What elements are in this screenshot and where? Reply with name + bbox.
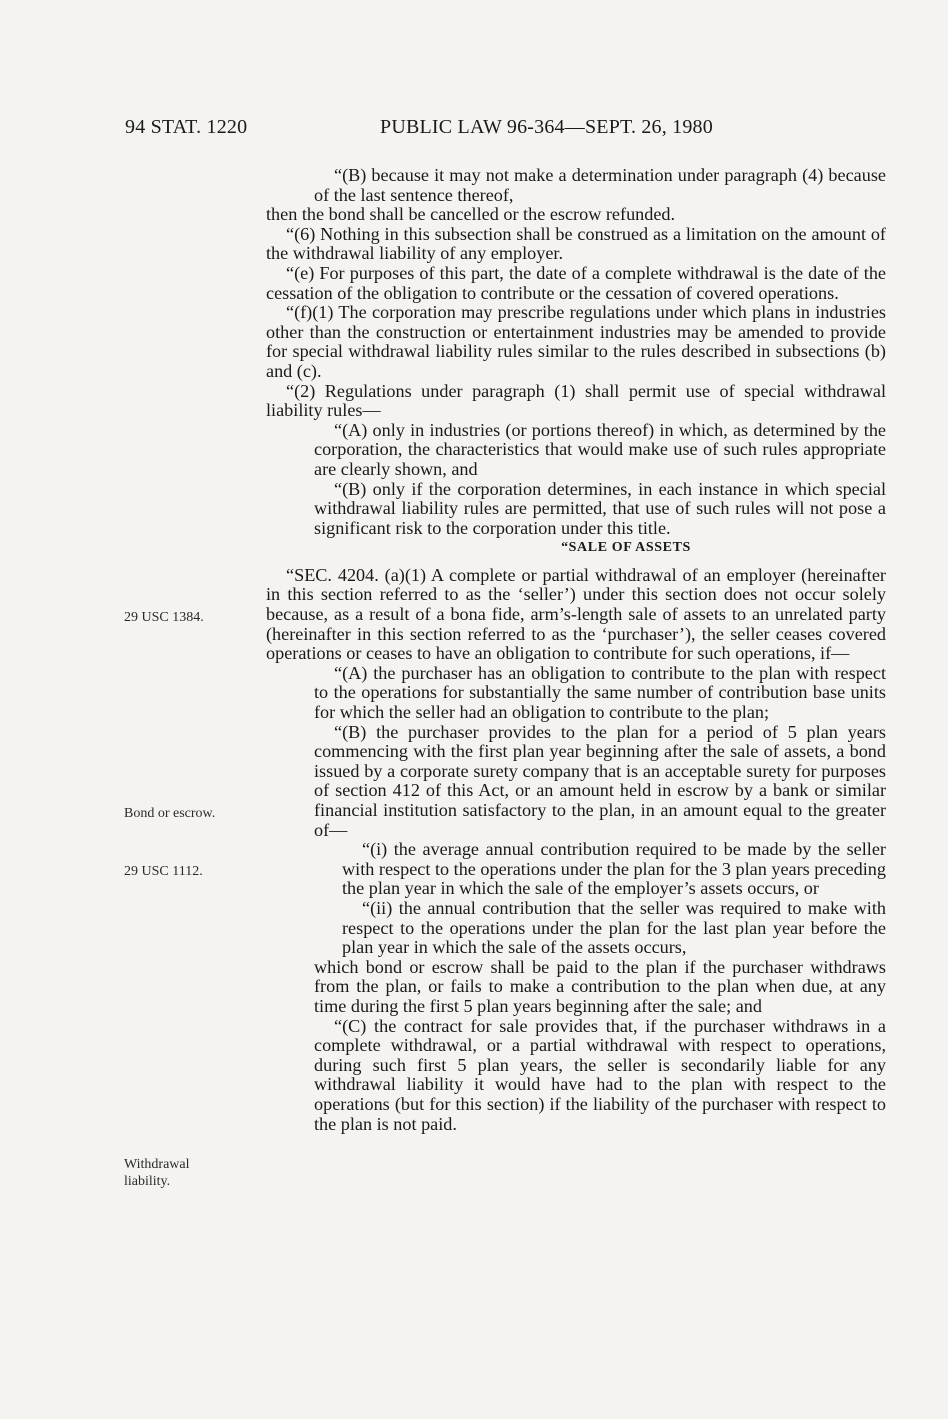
margin-note-withdrawal-liability: Withdrawal liability. xyxy=(124,1157,190,1189)
margin-note-usc-1112: 29 USC 1112. xyxy=(124,864,203,879)
law-reference: PUBLIC LAW 96-364—SEPT. 26, 1980 xyxy=(380,116,713,138)
para-b-determination: “(B) because it may not make a determination under paragraph (4) because of the last sentence thereof, xyxy=(314,165,886,205)
para-f2-b: “(B) only if the corporation determines, in each instance in which special withdrawal liability rules are permitted, that use of such rules will not pose a significant risk to the corporation under this title. xyxy=(314,478,886,538)
para-4204-a: “(A) the purchaser has an obligation to contribute to the plan with respect to the operations for substantially the same number of contribution base units for which the seller had an obligation to contribute to the plan; xyxy=(314,662,886,723)
para-4204-b: “(B) the purchaser provides to the plan for a period of 5 plan years commencing with the first plan year beginning after the sale of assets, a bond issued by a corporate surety company that is an acceptable surety for purposes of section 412 of this Act, or an amount held in escrow by a bank or similar financial institution satisfactory to the plan, in an amount equal to the greater of— xyxy=(314,721,886,840)
para-4204-b-i: “(i) the average annual contribution required to be made by the seller with respect to the operations under the plan for the 3 plan years preceding the plan year in which the sale of the employer’s assets occurs, or xyxy=(342,839,886,899)
para-f2-regulations: “(2) Regulations under paragraph (1) shall permit use of special withdrawal liability rules— xyxy=(266,380,886,421)
para-4204-c: “(C) the contract for sale provides that, if the purchaser withdraws in a complete withdrawal, or a partial withdrawal with respect to operations, during such first 5 plan years, the seller is secondarily liable for any withdrawal liability it would have had to the plan with respect to the operations (but for this section) if the liability of the purchaser with respect to the plan is not paid. xyxy=(314,1015,886,1134)
para-f1-regulations: “(f)(1) The corporation may prescribe regulations under which plans in industries other than the construction or entertainment industries may be amended to provide for special withdrawal liability rules similar to the rules described in subsections (b) and (c). xyxy=(266,302,886,381)
section-caption: “SALE OF ASSETS xyxy=(561,540,691,556)
margin-note-bond-escrow: Bond or escrow. xyxy=(124,806,216,821)
stat-reference: 94 STAT. 1220 xyxy=(125,116,248,138)
statute-body xyxy=(266,166,886,1134)
page-header xyxy=(125,116,888,140)
para-sec-4204: “SEC. 4204. (a)(1) A complete or partial withdrawal of an employer (hereinafter in this section referred to as the ‘seller’) under this section does not occur solely because, as a result of a bona fide, arm’s-length sale of assets to an unrelated party (hereinafter in this section referred to as the ‘purchaser’), the seller ceases covered operations or ceases to have an obligation to contribute for such operations, if— xyxy=(266,564,886,664)
para-bond-paid: which bond or escrow shall be paid to the plan if the purchaser withdraws from the plan, or fails to make a contribution to the plan when due, at any time during the first 5 plan years beginning after the sale; and xyxy=(314,956,886,1016)
para-4204-b-ii: “(ii) the annual contribution that the seller was required to make with respect to the operations under the plan for the last plan year before the plan year in which the sale of the assets occurs, xyxy=(342,897,886,958)
margin-note-usc-1384: 29 USC 1384. xyxy=(124,610,204,625)
para-bond-cancelled: then the bond shall be cancelled or the escrow refunded. xyxy=(266,204,676,225)
para-6-limitation: “(6) Nothing in this subsection shall be construed as a limitation on the amount of the withdrawal liability of any employer. xyxy=(266,223,886,264)
para-f2-a: “(A) only in industries (or portions thereof) in which, as determined by the corporation, the characteristics that would make use of such rules appropriate are clearly shown, and xyxy=(314,419,886,479)
para-e-withdrawal-date: “(e) For purposes of this part, the date of a complete withdrawal is the date of the cessation of the obligation to contribute or the cessation of covered operations. xyxy=(266,262,886,303)
